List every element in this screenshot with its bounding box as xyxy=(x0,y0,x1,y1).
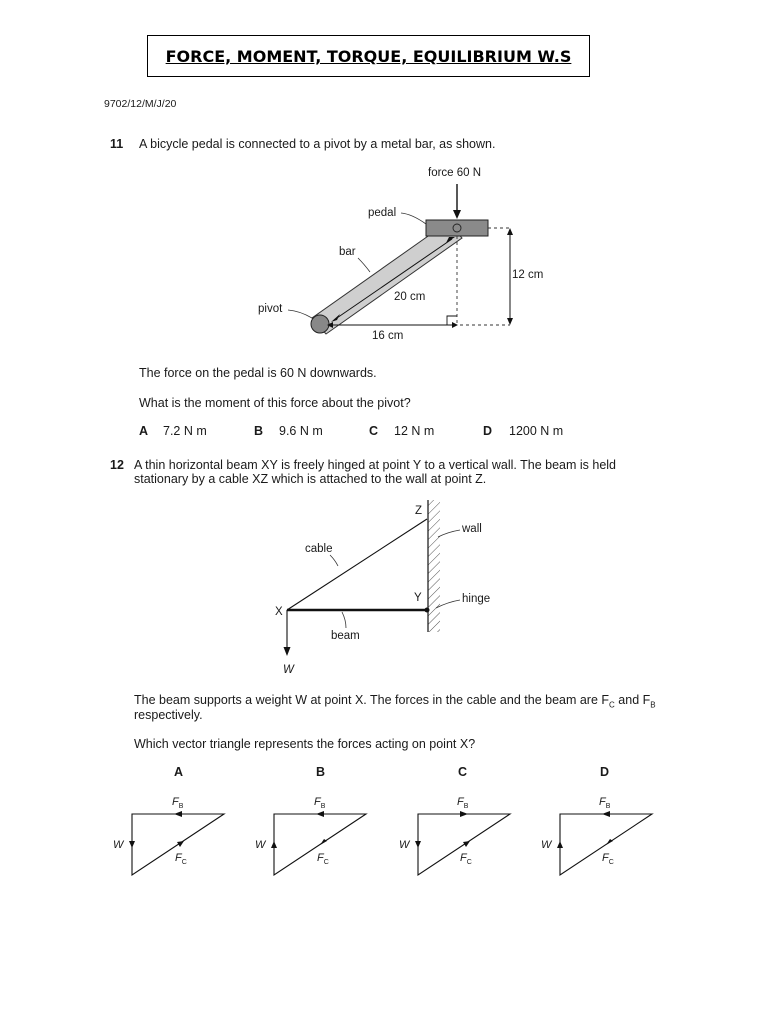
triangle-d-fc-label: $F_C$ xyxy=(602,852,614,867)
bar-label: bar xyxy=(339,246,356,258)
wall-label: wall xyxy=(462,523,482,535)
pivot-label: pivot xyxy=(258,303,283,315)
triangle-a-letter: A xyxy=(174,765,184,779)
triangle-b-fb-label: $F_B$ xyxy=(314,796,326,811)
q11-option-d-value: 1200 N m xyxy=(509,424,564,438)
force-label: force 60 N xyxy=(428,167,482,179)
triangle-c-w-arrow xyxy=(415,841,421,848)
cable-label: cable xyxy=(305,543,333,555)
paper-code: 9702/12/M/J/20 xyxy=(104,98,177,110)
q12-question: Which vector triangle represents the forces acting on point X? xyxy=(134,737,476,751)
point-y-label: Y xyxy=(414,592,422,604)
triangle-a-fb-label: $F_B$ xyxy=(172,796,184,811)
q11-option-a-letter: A xyxy=(139,424,149,438)
triangle-d-fb-label: $F_B$ xyxy=(599,796,611,811)
q12-statement: The beam supports a weight W at point X. The forces in the cable and the beam are $F_C$ and $F_B$ xyxy=(134,693,656,710)
q12-statement-line1: The beam supports a weight W at point X. The forces in the cable and the beam are F xyxy=(134,693,610,707)
q11-option-b-letter: B xyxy=(254,424,264,438)
q11-text: A bicycle pedal is connected to a pivot by a metal bar, as shown. xyxy=(139,137,496,151)
length-bar-label: 20 cm xyxy=(394,291,426,303)
q11-question: What is the moment of this force about the pivot? xyxy=(139,396,411,410)
triangle-c-fb-label: $F_B$ xyxy=(457,796,469,811)
triangle-a-fb-arrow xyxy=(174,811,182,817)
length-horizontal-label: 16 cm xyxy=(372,330,404,342)
beam-label: beam xyxy=(331,630,360,642)
length-vertical-label: 12 cm xyxy=(512,269,544,281)
triangle-a-w-arrow xyxy=(129,841,135,848)
triangle-b-fb-arrow xyxy=(316,811,324,817)
q11-statement: The force on the pedal is 60 N downwards. xyxy=(139,366,377,380)
weight-label: W xyxy=(283,664,294,676)
triangle-d-letter: D xyxy=(600,765,610,779)
q11-option-d-letter: D xyxy=(483,424,493,438)
page-title: FORCE, MOMENT, TORQUE, EQUILIBRIUM W.S xyxy=(165,46,572,66)
triangle-b-w-label: W xyxy=(255,839,266,851)
triangle-b-w-arrow xyxy=(271,841,277,848)
q12-number: 12 xyxy=(110,458,124,472)
q11-option-c-letter: C xyxy=(369,424,379,438)
pedal-label: pedal xyxy=(368,207,397,219)
q11-number: 11 xyxy=(110,137,124,151)
q11-option-a-value: 7.2 N m xyxy=(163,424,207,438)
triangle-d-fb-arrow xyxy=(602,811,610,817)
q12-text-line2: stationary by a cable XZ which is attached to the wall at point Z. xyxy=(134,472,487,486)
point-x-label: X xyxy=(275,606,283,618)
triangle-b-fc-label: $F_C$ xyxy=(317,852,329,867)
triangle-c-fb-arrow xyxy=(460,811,468,817)
triangle-c-fc-label: $F_C$ xyxy=(460,852,472,867)
q11-option-b-value: 9.6 N m xyxy=(279,424,323,438)
q12-statement-line2: respectively. xyxy=(134,708,203,722)
triangle-a-fc-label: $F_C$ xyxy=(175,852,187,867)
triangle-c-letter: C xyxy=(458,765,468,779)
triangle-a-w-label: W xyxy=(113,839,124,851)
triangle-b-letter: B xyxy=(316,765,326,779)
triangle-d-w-label: W xyxy=(541,839,552,851)
triangle-d-w-arrow xyxy=(557,841,563,848)
triangle-c-w-label: W xyxy=(399,839,410,851)
hinge-label: hinge xyxy=(462,593,491,605)
point-z-label: Z xyxy=(415,505,423,517)
q12-text-line1: A thin horizontal beam XY is freely hinged at point Y to a vertical wall. The beam is held xyxy=(134,458,616,472)
q11-option-c-value: 12 N m xyxy=(394,424,435,438)
